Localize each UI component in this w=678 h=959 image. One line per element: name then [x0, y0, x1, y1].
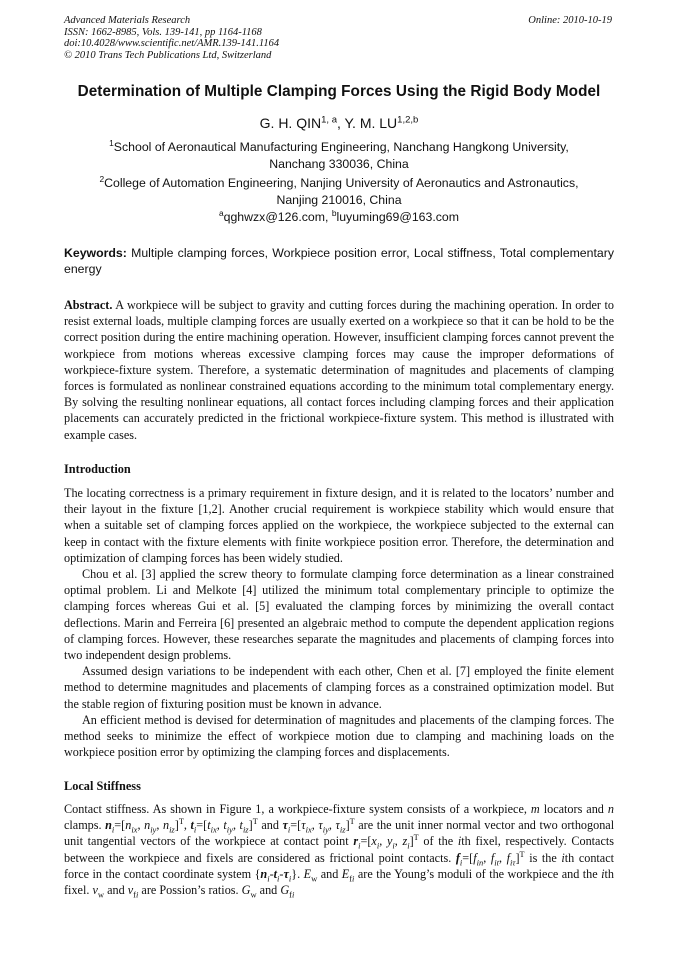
- ls-var: i: [561, 850, 565, 865]
- contact-force-vector: $f_i=[f_{in}$, $f_{it}$, $f_{i\tau}]^T$: [455, 849, 525, 868]
- symbol-gw: $G_w$: [241, 883, 257, 900]
- ls-text: are the unit inner normal vector and two orthogonal unit tangential vectors of the workpiece at contact point: [64, 818, 615, 849]
- intro-paragraph-1: The locating correctness is a primary requirement in fixture design, and it is related to the locators’ number and their layout in the fixture [1,2]. Another crucial requirement is workpiece stability which would ensure that when a suitable set of clamping forces applied on the workpiece, the workpiece subjected to the external can keep in contact with the fixture elements with finite workpiece position error. Therefore, the determination and optimization of clamping forces has been widely studied.: [64, 486, 614, 565]
- affiliation-1-sup: 1: [109, 137, 114, 148]
- local-stiffness-paragraph: [64, 801, 614, 898]
- email-b-sup: b: [331, 207, 337, 218]
- ls-var: n: [607, 802, 614, 816]
- symbol-vw: $v_w$: [92, 883, 105, 900]
- ls-text: is the: [524, 850, 562, 865]
- abstract-text: A workpiece will be subject to gravity and cutting forces during the machining operation. In order to resist external loads, multiple clamping forces are usually exerted on a workpiece so that it can be hold to be the correct position during the entire machining operation. However, insufficient clamping forces cannot prevent the workpiece from motions whereas excessive clamping forces may cause the improper deformations of workpiece-fixture system. Therefore, a systematic determination of magnitudes and placements of clamping forces is formulated as nonlinear constrained equations according to the minimum total complementary energy. By solving the resulting nonlinear equations, all contact forces including clamping forces and their application placements can accurately predicted in the frictional workpiece-fixture system. This method is illustrated with example cases.: [64, 298, 614, 442]
- local-stiffness-body: [64, 801, 614, 898]
- affiliation-2-sup: 2: [99, 173, 105, 184]
- email-a: qghwzx@126.com,: [223, 210, 332, 224]
- abstract-label: Abstract.: [64, 298, 113, 312]
- affiliation-1-line-2: Nanchang 330036, China: [269, 157, 409, 171]
- email-b: luyuming69@163.com: [336, 210, 460, 224]
- author-2: Y. M. LU: [344, 115, 398, 131]
- affiliation-2: [64, 175, 614, 209]
- ls-text: and: [256, 883, 281, 898]
- symbol-gfi: $G_{fi}$: [280, 883, 295, 900]
- symbol-efi: $E_{fi}$: [341, 866, 355, 884]
- ls-text: th fixel.: [64, 866, 614, 898]
- paper-title: Determination of Multiple Clamping Forces Using the Rigid Body Model: [77, 83, 601, 100]
- author-line: [0, 115, 678, 131]
- affiliation-2-line-1: College of Automation Engineering, Nanjing University of Aeronautics and Astronautics,: [104, 176, 579, 190]
- ls-text: Contact stiffness. As shown in Figure 1, a workpiece-fixture system consists of a workpiece,: [64, 802, 531, 816]
- symbol-ew: $E_w$: [303, 866, 318, 884]
- contact-point-vector: $r_i=[x_i$, $y_i$, $z_i]^T$: [353, 833, 419, 851]
- journal-header: [64, 15, 279, 61]
- author-2-sup: 1,2,b: [397, 114, 419, 126]
- author-1-sup: 1, a: [321, 114, 337, 126]
- ls-text: of the: [418, 834, 458, 849]
- local-stiffness-heading: Local Stiffness: [64, 779, 141, 793]
- abstract-block: [64, 297, 614, 443]
- copyright-line: © 2010 Trans Tech Publications Ltd, Switzerland: [64, 49, 272, 61]
- ls-text: clamps.: [64, 818, 106, 833]
- ls-text: th contact force in the contact coordinate system: [64, 850, 615, 881]
- affiliation-1: [64, 139, 614, 173]
- introduction-heading: Introduction: [64, 462, 131, 476]
- journal-name: Advanced Materials Research: [64, 15, 191, 26]
- issn-line: ISSN: 1662-8985, Vols. 139-141, pp 1164-1168: [64, 26, 262, 38]
- ls-text: are the Young’s moduli of the workpiece and the: [354, 866, 602, 881]
- email-a-sup: a: [218, 207, 224, 218]
- author-separator: ,: [336, 115, 345, 131]
- online-date: Online: 2010-10-19: [528, 15, 612, 26]
- intro-paragraph-2: Chou et al. [3] applied the screw theory to formulate clamping force determination as a linear constrained optimal problem. Li and Melkote [4] utilized the minimum total complementary principle to optimize the clamping forces whereas Gui et al. [5] evaluated the clamping forces by minimizing the overall contact deflections. Marin and Ferreira [6] presented an algebraic method to compute the dependent application regions of clamping forces. However, these researches separate the magnitudes and placements of clamping forces into two independent design problems.: [64, 567, 614, 663]
- coordinate-system: $\{n_i-t_i-\tau_i\}$: [254, 866, 298, 884]
- intro-paragraph-3: Assumed design variations to be independent with each other, Chen et al. [7] employed the finite element method to determine magnitudes and placements of clamping forces as a constrained optimization model. But the stable region of fixturing position must be known in advance.: [64, 664, 614, 711]
- keywords-block: [64, 245, 614, 277]
- ls-text: th fixel, respectively. Contacts between the workpiece and fixels are considered as frictional point contacts.: [64, 834, 615, 865]
- ls-text: and: [317, 866, 342, 881]
- author-1: G. H. QIN: [259, 115, 322, 131]
- ls-var: m: [530, 802, 540, 816]
- ls-text: are Possion’s ratios.: [138, 883, 242, 898]
- keywords-label: Keywords:: [64, 246, 127, 260]
- doi-line: doi:10.4028/www.scientific.net/AMR.139-141.1164: [64, 38, 280, 49]
- affiliation-1-line-1: School of Aeronautical Manufacturing Engineering, Nanchang Hangkong University,: [113, 140, 569, 154]
- ls-var: i: [457, 834, 462, 849]
- affiliation-2-line-2: Nanjing 210016, China: [276, 193, 402, 207]
- ls-text: and: [104, 883, 128, 898]
- email-line: [0, 207, 678, 224]
- ls-var: i: [601, 866, 605, 881]
- keywords-text: Multiple clamping forces, Workpiece position error, Local stiffness, Total complementary energy: [64, 246, 614, 276]
- introduction-body: [64, 485, 614, 760]
- ls-text: locators and: [539, 802, 608, 816]
- intro-paragraph-4: An efficient method is devised for determination of magnitudes and placements of the clamping forces. The method seeks to minimize the effect of workpiece motion due to clamping and machining loads on the workpiece position error by optimizing the clamping forces and displacements.: [64, 712, 614, 760]
- vector-definitions: $n_i=[n_{ix}$, $n_{iy}$, $n_{iz}]^T$, $t_i=[t_{ix}$, $t_{iy}$, $t_{iz}]^T$ and $\tau_i=[\tau_{ix}$, $\tau_{iy}$, $\tau_{iz}]^T$: [105, 817, 355, 835]
- symbol-vfi: $v_{fi}$: [127, 883, 139, 900]
- ls-text: .: [297, 866, 304, 881]
